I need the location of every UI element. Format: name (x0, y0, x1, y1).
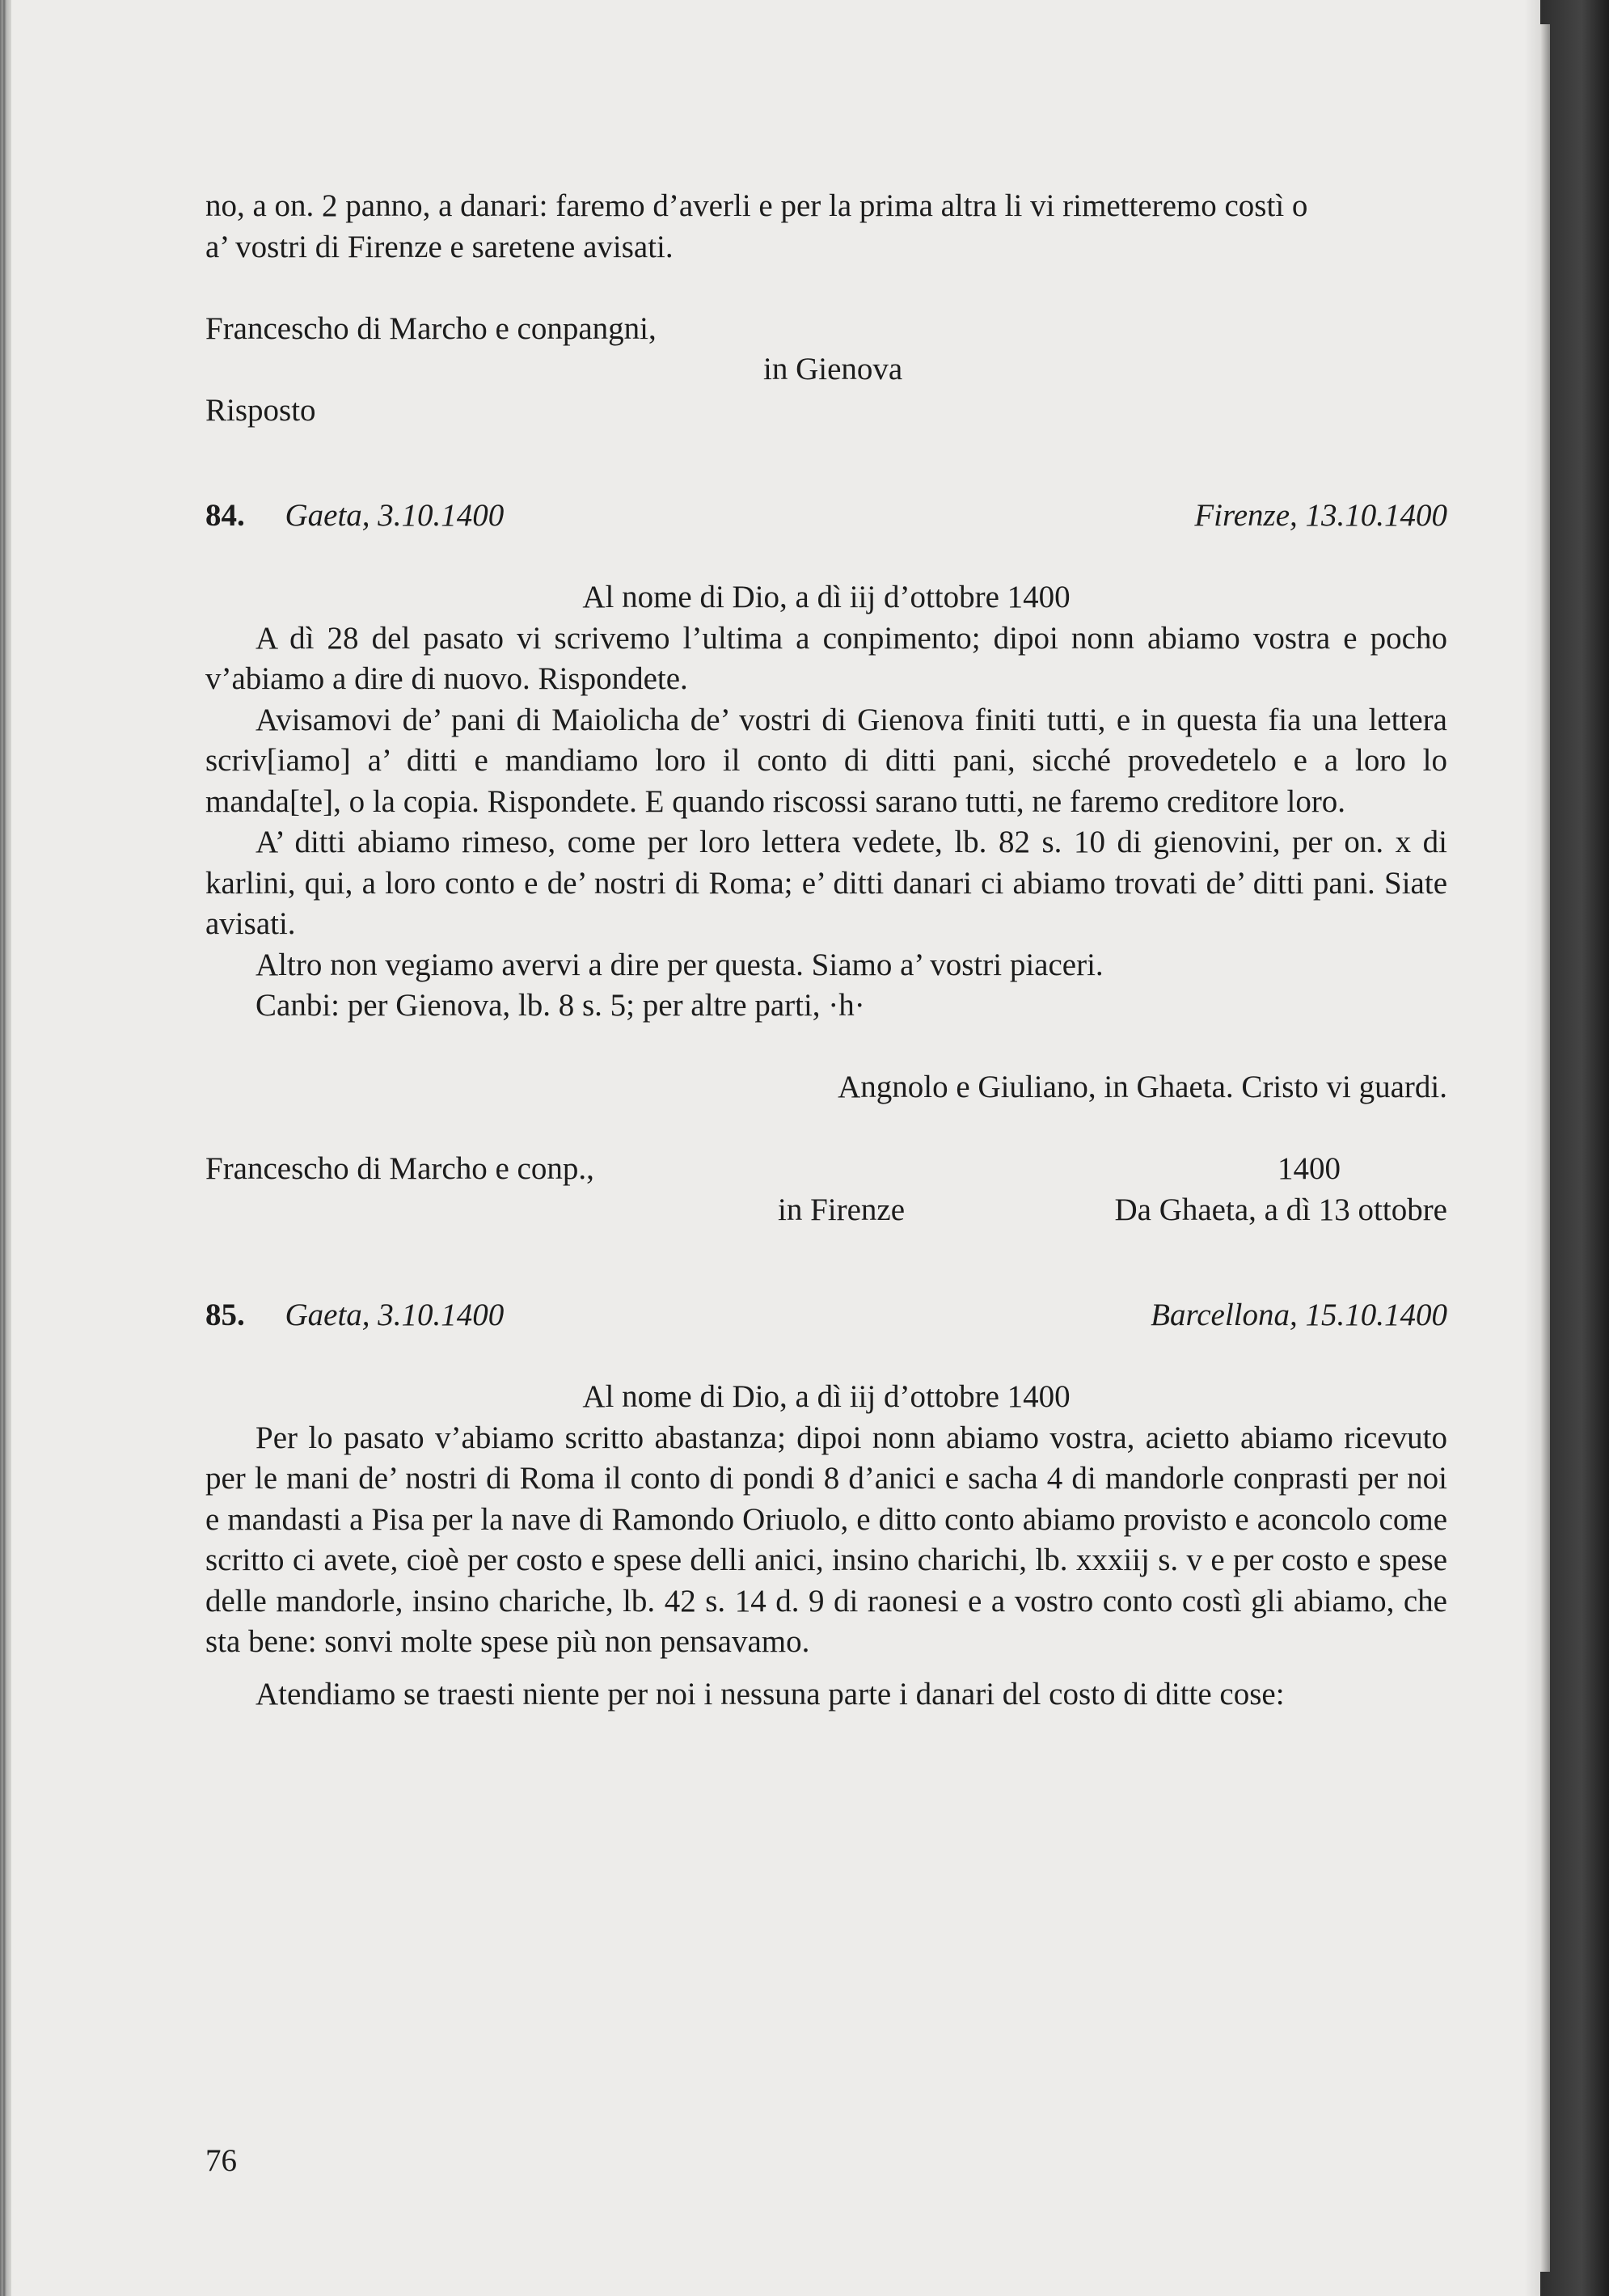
letter-84-address-block (205, 1149, 1447, 1230)
letter-84-year: 1400 (1277, 1151, 1341, 1186)
letter-85-origin: Gaeta, 3.10.1400 (285, 1298, 505, 1332)
letter-84-number: 84. (205, 498, 245, 533)
page-number: 76 (205, 2143, 237, 2178)
letter-84-heading: Al nome di Dio, a dì iij d’ottobre 1400 (582, 580, 1071, 614)
page-text (205, 186, 1447, 1715)
previous-address-place: in Gienova (763, 352, 903, 386)
letter-84-paragraph-1: A dì 28 del pasato vi scrivemo l’ultima a conpimento; dipoi nonn abiamo vostra e pocho v’abiamo a dire di nuovo. Rispondete. (205, 620, 1447, 696)
letter-84-paragraph-4: Altro non vegiamo avervi a dire per questa. Siamo a’ vostri piaceri. (255, 947, 1104, 982)
letter-85-paragraph-2: Atendiamo se traesti niente per noi i nessuna parte i danari del costo di ditte cose: (255, 1676, 1285, 1711)
letter-85-paragraph-1: Per lo pasato v’abiamo scritto abastanza; dipoi nonn abiamo vostra, acietto abiamo ricevuto per le mani de’ nostri di Roma il conto di pondi 8 d’anici e sacha 4 di mandorle conprasti per noi e mandasti a Pisa per la nave di Ramondo Oriuolo, e ditto conto abiamo provisto e aconcolo come scritto ci avete, cioè per costo e spese delli anici, insino charichi, lb. xxxiij s. v e per costo e spese delle mandorle, insino chariche, lb. 42 s. 14 d. 9 di raonesi e a vostro conto costì gli abiamo, che sta bene: sonvi molte spese più non pensavamo. (205, 1420, 1447, 1659)
letter-84-recipient-place: in Firenze (778, 1192, 906, 1227)
letter-85-heading: Al nome di Dio, a dì iij d’ottobre 1400 (582, 1379, 1071, 1414)
letter-84-received-note: Da Ghaeta, a dì 13 ottobre (1114, 1192, 1447, 1227)
letter-84-signature: Angnolo e Giuliano, in Ghaeta. Cristo vi guardi. (838, 1070, 1447, 1104)
previous-address-sender: Francescho di Marcho e conpangni, (205, 310, 657, 346)
letter-84-header (205, 496, 1447, 537)
continued-line-2: a’ vostri di Firenze e saretene avisati. (205, 229, 674, 264)
previous-address-note: Risposto (205, 392, 316, 428)
letter-84-origin: Gaeta, 3.10.1400 (285, 498, 505, 533)
letter-84-paragraph-5: Canbi: per Gienova, lb. 8 s. 5; per altre parti, ·h· (255, 988, 865, 1023)
previous-address-block (205, 309, 1447, 390)
letter-85-destination: Barcellona, 15.10.1400 (1151, 1298, 1447, 1332)
book-edge (1540, 0, 1609, 2296)
letter-85-header (205, 1295, 1447, 1336)
letter-84-paragraph-3: A’ ditti abiamo rimeso, come per loro lettera vedete, lb. 82 s. 10 di gienovini, per on. x di karlini, qui, a loro conto e de’ nostri di Roma; e’ ditti danari ci abiamo trovati de’ ditti pani. Siate avisati. (205, 825, 1447, 941)
letter-84-destination: Firenze, 13.10.1400 (1194, 498, 1447, 533)
letter-84-recipient: Francescho di Marcho e conp., (205, 1151, 594, 1186)
continued-line-1: no, a on. 2 panno, a danari: faremo d’averli e per la prima altra li vi rimetteremo costì o (205, 188, 1308, 223)
letter-84-paragraph-2: Avisamovi de’ pani di Maiolicha de’ vostri di Gienova finiti tutti, e in questa fia una lettera scriv[iamo] a’ ditti e mandiamo loro il conto di ditti pani, sicché provedetelo e a loro lo manda[te], o la copia. Rispondete. E quando riscossi sarano tutti, ne faremo creditore loro. (205, 702, 1447, 819)
letter-85-number: 85. (205, 1298, 245, 1332)
